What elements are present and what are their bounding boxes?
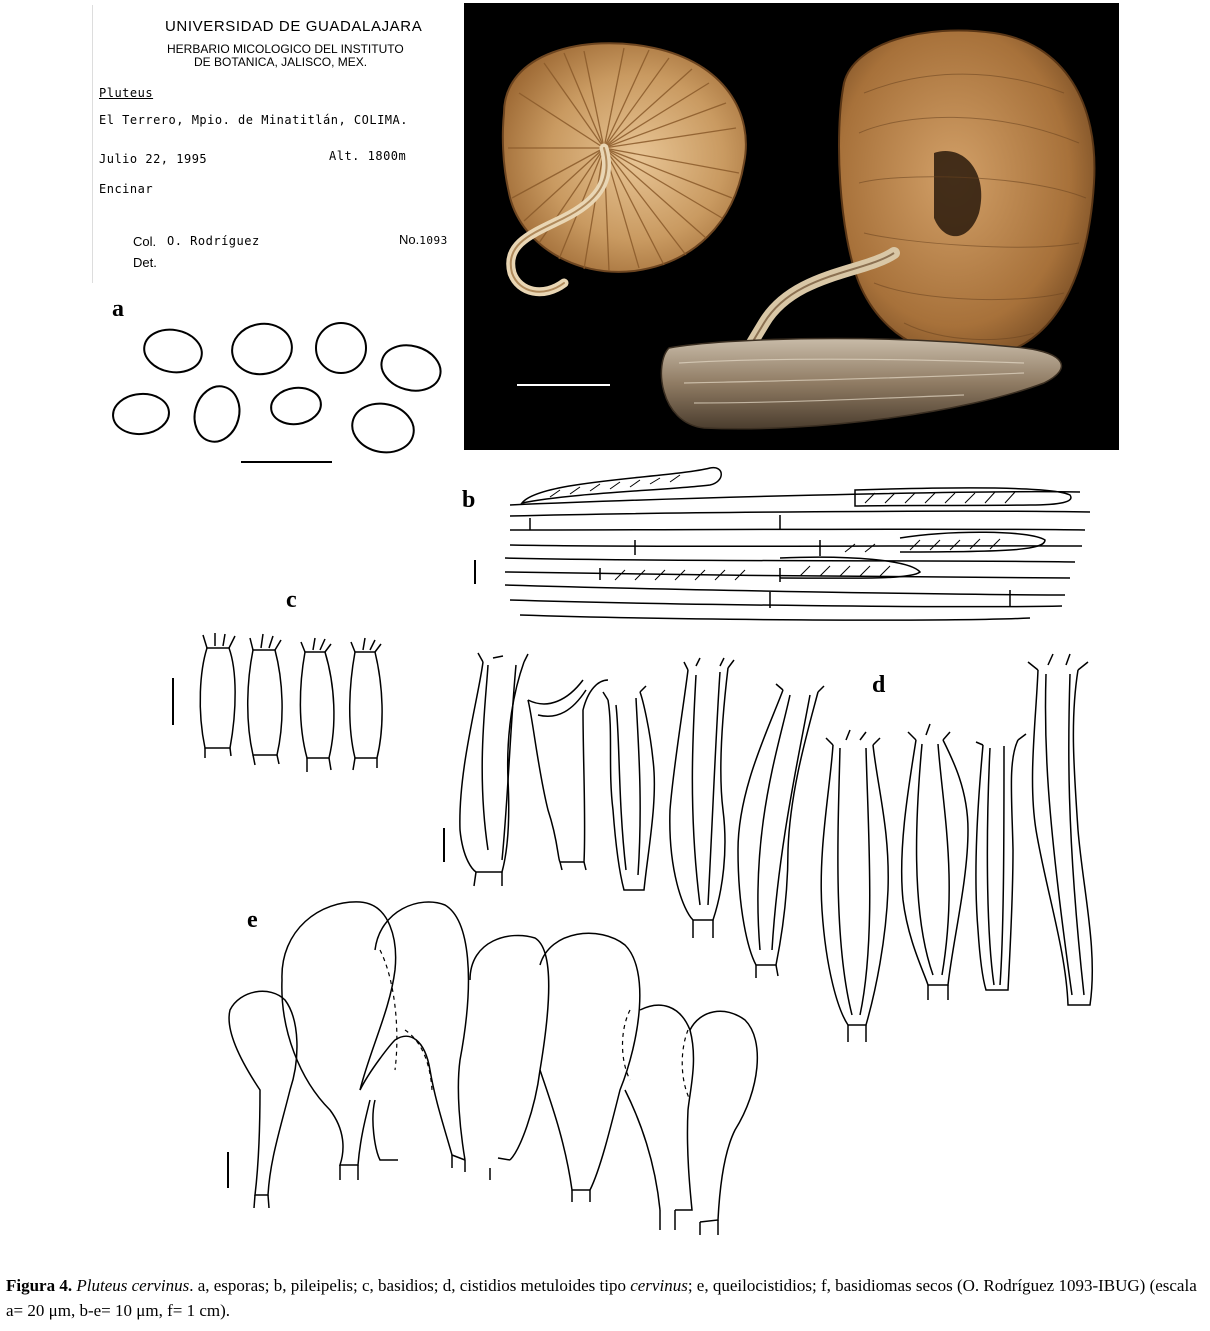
label-herbarium-line2: DE BOTANICA, JALISCO, MEX. (194, 55, 368, 69)
figure-caption (6, 1273, 1206, 1323)
basidiomata-photo-drawing (464, 3, 1119, 450)
caption-type-name: cervinus (630, 1276, 688, 1295)
panel-letter-a: a (112, 296, 124, 322)
label-habitat: Encinar (99, 182, 154, 196)
specimen-label (92, 5, 463, 283)
label-date: Julio 22, 1995 (99, 152, 208, 166)
label-number: 1093 (419, 234, 448, 247)
basidia-drawing (165, 630, 395, 790)
panel-letter-d: d (872, 672, 886, 698)
label-determiner-label: Det. (133, 255, 157, 270)
label-locality: El Terrero, Mpio. de Minatitlán, COLIMA. (99, 113, 408, 127)
left-basidioma (503, 43, 746, 291)
panel-letter-b: b (462, 487, 476, 513)
basidiomata-photo (464, 3, 1119, 450)
spores-drawing (105, 310, 455, 470)
label-number-row (399, 232, 448, 248)
caption-text-part2: ; e, queilocistidios; f, basidiomas secos (O. Rodríguez 1093-IBUG) (escala a= 20 μm, b-e= 10 μm, f= 1 cm). (6, 1276, 1197, 1320)
wood-substrate (661, 339, 1061, 429)
label-herbarium-line1: HERBARIO MICOLOGICO DEL INSTITUTO (167, 42, 404, 56)
cheilocystidia-drawing (220, 890, 780, 1240)
caption-text-part1: . a, esporas; b, pileipelis; c, basidios; d, cistidios metuloides tipo (189, 1276, 631, 1295)
label-altitude: Alt. 1800m (329, 149, 407, 163)
caption-species: Pluteus cervinus (76, 1276, 190, 1295)
label-number-label: No. (399, 232, 420, 247)
label-collector-label: Col. (133, 234, 157, 249)
label-genus: Pluteus (99, 86, 154, 100)
panel-letter-c: c (286, 587, 297, 613)
caption-figure-label: Figura 4. (6, 1276, 73, 1295)
right-basidioma (734, 30, 1094, 383)
panel-letter-e: e (247, 907, 258, 933)
label-institution: UNIVERSIDAD DE GUADALAJARA (165, 18, 423, 35)
pileipellis-drawing (470, 460, 1100, 630)
label-collector: O. Rodríguez (167, 234, 260, 248)
